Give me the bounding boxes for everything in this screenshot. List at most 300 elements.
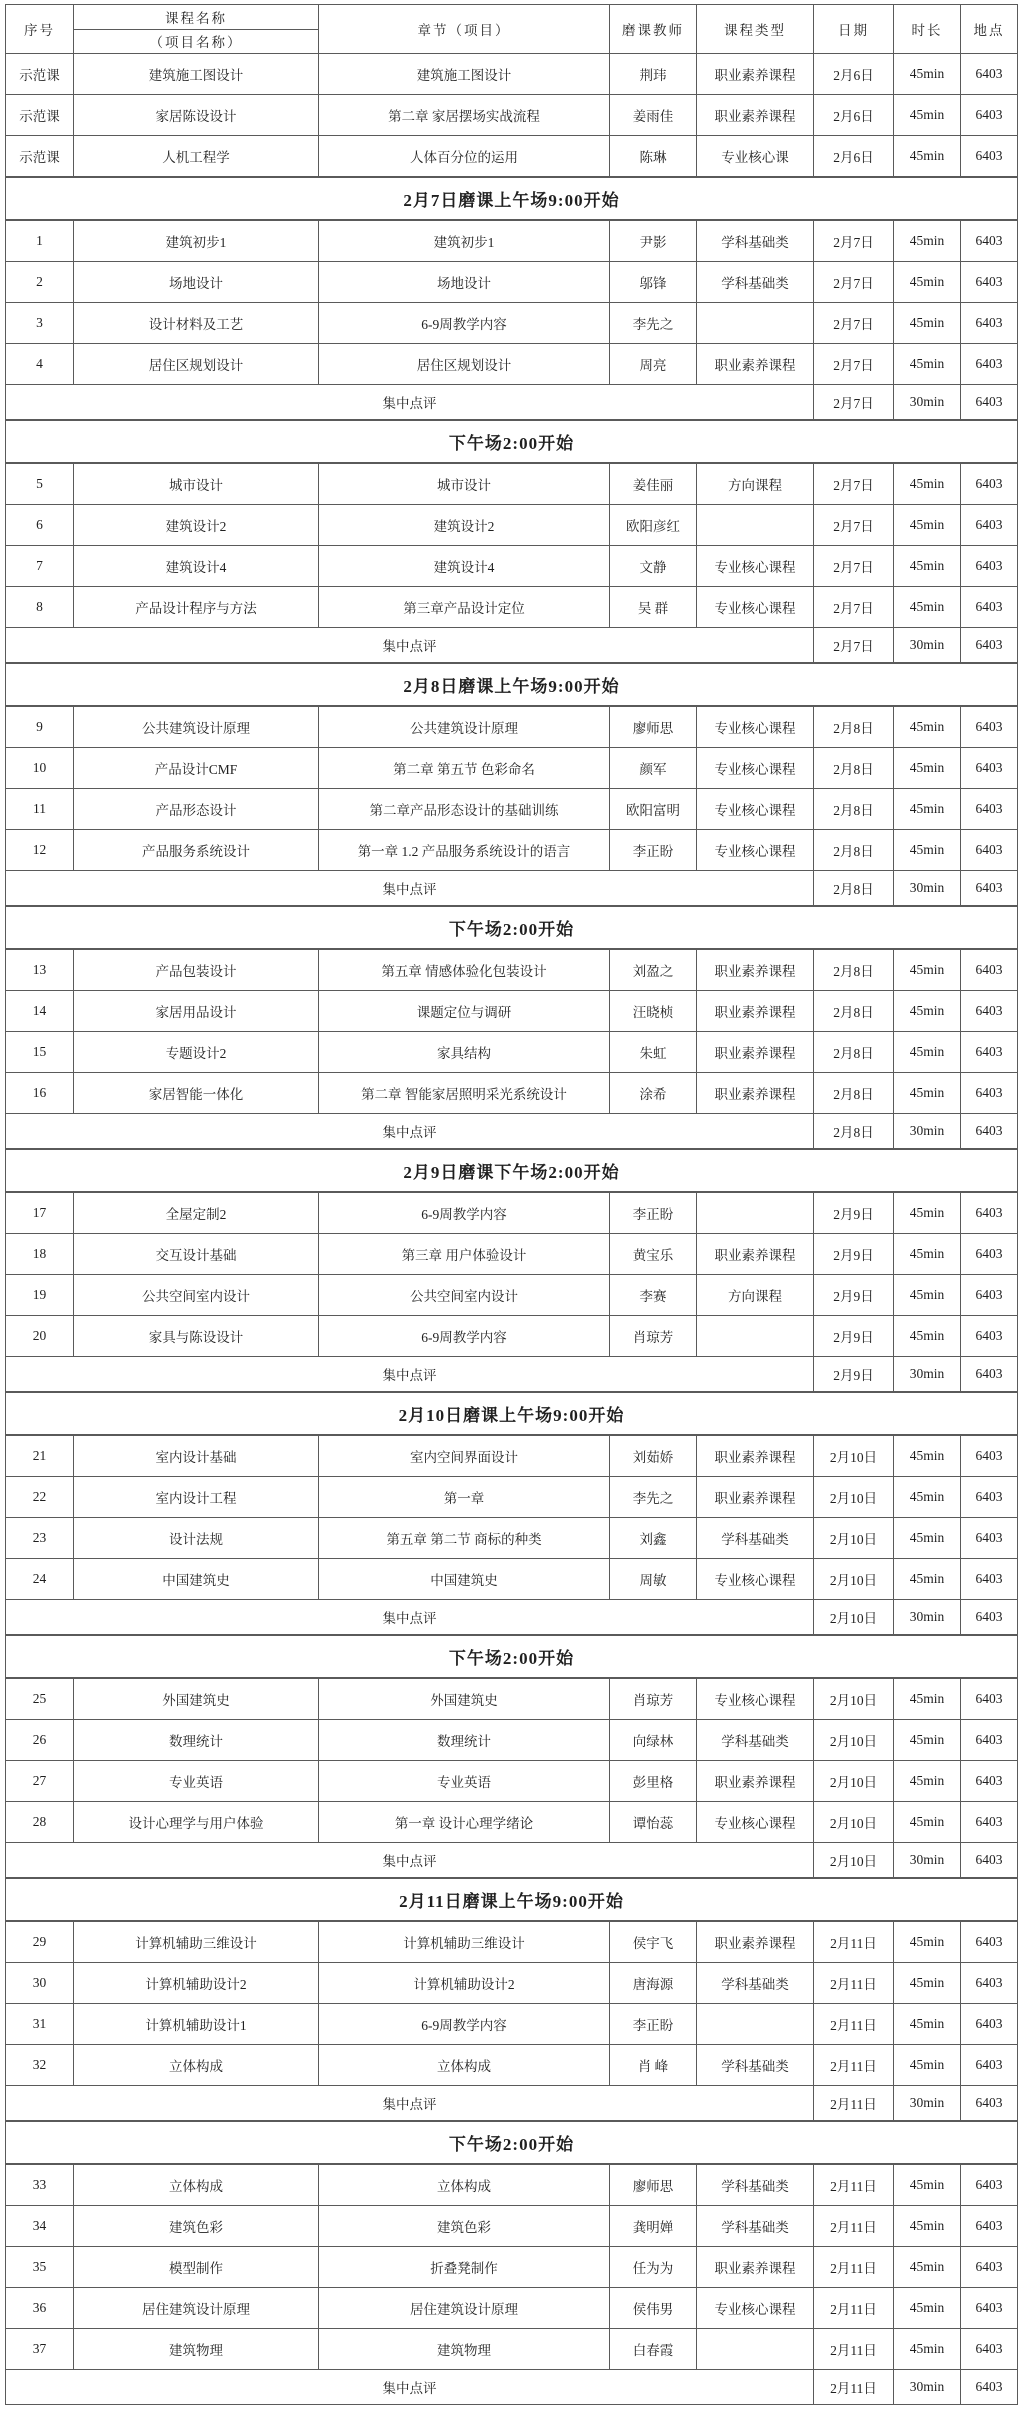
cell-no: 35 xyxy=(6,2247,74,2288)
table-row xyxy=(6,991,1018,1032)
table-row xyxy=(6,2004,1018,2045)
table-row xyxy=(6,1761,1018,1802)
header-chapter: 章节（项目） xyxy=(319,5,610,54)
table-row xyxy=(6,220,1018,262)
cell-teacher: 周亮 xyxy=(610,344,697,385)
table-row xyxy=(6,1559,1018,1600)
cell-type: 专业核心课程 xyxy=(697,587,814,628)
cell-location: 6403 xyxy=(961,1802,1018,1843)
cell-chapter: 第五章 情感体验化包装设计 xyxy=(319,949,610,991)
cell-chapter: 专业英语 xyxy=(319,1761,610,1802)
cell-date: 2月7日 xyxy=(814,220,894,262)
cell-course: 全屋定制2 xyxy=(74,1192,319,1234)
table-row xyxy=(6,1316,1018,1357)
cell-no: 23 xyxy=(6,1518,74,1559)
cell-chapter: 第二章产品形态设计的基础训练 xyxy=(319,789,610,830)
cell-duration: 30min xyxy=(894,628,961,664)
cell-location: 6403 xyxy=(961,1234,1018,1275)
cell-date: 2月6日 xyxy=(814,95,894,136)
cell-location: 6403 xyxy=(961,303,1018,344)
cell-course: 家具与陈设设计 xyxy=(74,1316,319,1357)
cell-type xyxy=(697,2004,814,2045)
section-row xyxy=(6,1635,1018,1678)
cell-location: 6403 xyxy=(961,262,1018,303)
cell-location: 6403 xyxy=(961,1963,1018,2004)
cell-duration: 45min xyxy=(894,2045,961,2086)
cell-location: 6403 xyxy=(961,1600,1018,1636)
header-teacher: 磨课教师 xyxy=(610,5,697,54)
cell-teacher: 任为为 xyxy=(610,2247,697,2288)
cell-course: 建筑色彩 xyxy=(74,2206,319,2247)
table-row xyxy=(6,2164,1018,2206)
section-row xyxy=(6,177,1018,220)
cell-duration: 45min xyxy=(894,830,961,871)
cell-date: 2月7日 xyxy=(814,546,894,587)
cell-teacher: 向绿林 xyxy=(610,1720,697,1761)
cell-type: 学科基础类 xyxy=(697,2164,814,2206)
table-row xyxy=(6,587,1018,628)
cell-type: 职业素养课程 xyxy=(697,1477,814,1518)
cell-date: 2月7日 xyxy=(814,344,894,385)
cell-chapter: 居住建筑设计原理 xyxy=(319,2288,610,2329)
cell-date: 2月9日 xyxy=(814,1192,894,1234)
table-row xyxy=(6,1921,1018,1963)
cell-type: 学科基础类 xyxy=(697,1518,814,1559)
cell-type: 方向课程 xyxy=(697,1275,814,1316)
cell-duration: 30min xyxy=(894,1114,961,1150)
cell-no: 18 xyxy=(6,1234,74,1275)
cell-no: 24 xyxy=(6,1559,74,1600)
cell-teacher: 白春霞 xyxy=(610,2329,697,2370)
cell-duration: 45min xyxy=(894,1192,961,1234)
cell-teacher: 颜军 xyxy=(610,748,697,789)
cell-course: 数理统计 xyxy=(74,1720,319,1761)
cell-no: 15 xyxy=(6,1032,74,1073)
cell-no: 14 xyxy=(6,991,74,1032)
cell-location: 6403 xyxy=(961,871,1018,907)
cell-location: 6403 xyxy=(961,2045,1018,2086)
table-row xyxy=(6,706,1018,748)
cell-course: 室内设计工程 xyxy=(74,1477,319,1518)
cell-location: 6403 xyxy=(961,1720,1018,1761)
cell-date: 2月9日 xyxy=(814,1275,894,1316)
table-row xyxy=(6,136,1018,178)
cell-course: 专题设计2 xyxy=(74,1032,319,1073)
table-row xyxy=(6,303,1018,344)
cell-duration: 45min xyxy=(894,1720,961,1761)
table-row xyxy=(6,1192,1018,1234)
cell-course: 中国建筑史 xyxy=(74,1559,319,1600)
cell-course: 计算机辅助设计1 xyxy=(74,2004,319,2045)
cell-type: 专业核心课 xyxy=(697,136,814,178)
cell-date: 2月7日 xyxy=(814,587,894,628)
cell-duration: 45min xyxy=(894,262,961,303)
cell-teacher: 荆玮 xyxy=(610,54,697,95)
cell-teacher: 吴 群 xyxy=(610,587,697,628)
cell-chapter: 室内空间界面设计 xyxy=(319,1435,610,1477)
cell-date: 2月11日 xyxy=(814,2206,894,2247)
cell-date: 2月11日 xyxy=(814,2086,894,2122)
cell-teacher: 姜雨佳 xyxy=(610,95,697,136)
cell-location: 6403 xyxy=(961,1275,1018,1316)
cell-course: 建筑初步1 xyxy=(74,220,319,262)
cell-date: 2月7日 xyxy=(814,463,894,505)
cell-duration: 30min xyxy=(894,1843,961,1879)
cell-location: 6403 xyxy=(961,789,1018,830)
cell-type: 专业核心课程 xyxy=(697,748,814,789)
cell-duration: 45min xyxy=(894,2288,961,2329)
cell-course: 建筑施工图设计 xyxy=(74,54,319,95)
cell-course: 立体构成 xyxy=(74,2045,319,2086)
section-title: 下午场2:00开始 xyxy=(6,420,1018,463)
cell-teacher: 黄宝乐 xyxy=(610,1234,697,1275)
cell-type: 专业核心课程 xyxy=(697,1802,814,1843)
header-type: 课程类型 xyxy=(697,5,814,54)
cell-chapter: 计算机辅助设计2 xyxy=(319,1963,610,2004)
cell-course: 居住区规划设计 xyxy=(74,344,319,385)
cell-date: 2月7日 xyxy=(814,262,894,303)
cell-course: 场地设计 xyxy=(74,262,319,303)
cell-date: 2月7日 xyxy=(814,628,894,664)
cell-location: 6403 xyxy=(961,220,1018,262)
cell-type: 职业素养课程 xyxy=(697,949,814,991)
section-row xyxy=(6,1878,1018,1921)
table-row xyxy=(6,463,1018,505)
cell-course: 公共空间室内设计 xyxy=(74,1275,319,1316)
cell-course: 公共建筑设计原理 xyxy=(74,706,319,748)
cell-location: 6403 xyxy=(961,1032,1018,1073)
cell-duration: 45min xyxy=(894,2329,961,2370)
cell-duration: 45min xyxy=(894,1477,961,1518)
table-row xyxy=(6,262,1018,303)
review-row xyxy=(6,2370,1018,2405)
cell-teacher: 李赛 xyxy=(610,1275,697,1316)
cell-duration: 45min xyxy=(894,2004,961,2045)
cell-date: 2月11日 xyxy=(814,2045,894,2086)
cell-chapter: 课题定位与调研 xyxy=(319,991,610,1032)
section-title: 2月8日磨课上午场9:00开始 xyxy=(6,663,1018,706)
cell-course: 产品设计CMF xyxy=(74,748,319,789)
cell-chapter: 公共空间室内设计 xyxy=(319,1275,610,1316)
cell-type: 方向课程 xyxy=(697,463,814,505)
table-row xyxy=(6,1435,1018,1477)
cell-teacher: 欧阳富明 xyxy=(610,789,697,830)
section-row xyxy=(6,1149,1018,1192)
cell-chapter: 场地设计 xyxy=(319,262,610,303)
cell-no: 10 xyxy=(6,748,74,789)
cell-course: 居住建筑设计原理 xyxy=(74,2288,319,2329)
header-project-name: （项目名称） xyxy=(149,35,243,51)
cell-location: 6403 xyxy=(961,546,1018,587)
cell-date: 2月8日 xyxy=(814,871,894,907)
cell-date: 2月10日 xyxy=(814,1720,894,1761)
cell-chapter: 居住区规划设计 xyxy=(319,344,610,385)
cell-duration: 45min xyxy=(894,1921,961,1963)
section-row xyxy=(6,906,1018,949)
cell-type xyxy=(697,1316,814,1357)
cell-teacher: 涂希 xyxy=(610,1073,697,1114)
cell-teacher: 肖琼芳 xyxy=(610,1678,697,1720)
cell-teacher: 李正盼 xyxy=(610,1192,697,1234)
cell-type: 职业素养课程 xyxy=(697,1921,814,1963)
cell-chapter: 第一章 xyxy=(319,1477,610,1518)
cell-date: 2月6日 xyxy=(814,54,894,95)
cell-date: 2月9日 xyxy=(814,1316,894,1357)
cell-duration: 45min xyxy=(894,1518,961,1559)
cell-type: 职业素养课程 xyxy=(697,2247,814,2288)
cell-duration: 30min xyxy=(894,2086,961,2122)
cell-duration: 45min xyxy=(894,1073,961,1114)
cell-location: 6403 xyxy=(961,1843,1018,1879)
table-row xyxy=(6,2247,1018,2288)
cell-type: 职业素养课程 xyxy=(697,1435,814,1477)
cell-no: 示范课 xyxy=(6,54,74,95)
cell-location: 6403 xyxy=(961,385,1018,421)
cell-course: 外国建筑史 xyxy=(74,1678,319,1720)
cell-course: 室内设计基础 xyxy=(74,1435,319,1477)
cell-no: 2 xyxy=(6,262,74,303)
review-label: 集中点评 xyxy=(6,871,814,907)
cell-duration: 45min xyxy=(894,789,961,830)
cell-date: 2月11日 xyxy=(814,2247,894,2288)
cell-no: 9 xyxy=(6,706,74,748)
cell-type: 职业素养课程 xyxy=(697,1073,814,1114)
cell-location: 6403 xyxy=(961,1559,1018,1600)
cell-chapter: 立体构成 xyxy=(319,2164,610,2206)
header-no: 序号 xyxy=(6,5,74,54)
table-row xyxy=(6,2329,1018,2370)
cell-duration: 45min xyxy=(894,1275,961,1316)
cell-chapter: 建筑设计4 xyxy=(319,546,610,587)
table-row xyxy=(6,1802,1018,1843)
cell-location: 6403 xyxy=(961,2206,1018,2247)
cell-no: 12 xyxy=(6,830,74,871)
table-row xyxy=(6,1518,1018,1559)
cell-date: 2月11日 xyxy=(814,2370,894,2405)
cell-chapter: 立体构成 xyxy=(319,2045,610,2086)
cell-no: 21 xyxy=(6,1435,74,1477)
cell-chapter: 人体百分位的运用 xyxy=(319,136,610,178)
cell-teacher: 侯伟男 xyxy=(610,2288,697,2329)
cell-duration: 45min xyxy=(894,949,961,991)
cell-type: 专业核心课程 xyxy=(697,706,814,748)
table-row xyxy=(6,1275,1018,1316)
cell-location: 6403 xyxy=(961,1477,1018,1518)
cell-teacher: 周敏 xyxy=(610,1559,697,1600)
cell-course: 专业英语 xyxy=(74,1761,319,1802)
cell-location: 6403 xyxy=(961,1761,1018,1802)
cell-duration: 45min xyxy=(894,2206,961,2247)
cell-location: 6403 xyxy=(961,2370,1018,2405)
cell-no: 4 xyxy=(6,344,74,385)
cell-location: 6403 xyxy=(961,2247,1018,2288)
review-label: 集中点评 xyxy=(6,2086,814,2122)
cell-date: 2月10日 xyxy=(814,1678,894,1720)
cell-location: 6403 xyxy=(961,95,1018,136)
cell-date: 2月8日 xyxy=(814,1032,894,1073)
cell-type: 职业素养课程 xyxy=(697,54,814,95)
cell-type: 学科基础类 xyxy=(697,2045,814,2086)
section-row xyxy=(6,663,1018,706)
table-row xyxy=(6,949,1018,991)
cell-teacher: 李先之 xyxy=(610,303,697,344)
cell-location: 6403 xyxy=(961,1678,1018,1720)
table-row xyxy=(6,95,1018,136)
cell-no: 36 xyxy=(6,2288,74,2329)
cell-course: 设计法规 xyxy=(74,1518,319,1559)
cell-location: 6403 xyxy=(961,2329,1018,2370)
cell-location: 6403 xyxy=(961,1114,1018,1150)
cell-duration: 45min xyxy=(894,706,961,748)
cell-no: 7 xyxy=(6,546,74,587)
cell-teacher: 刘盈之 xyxy=(610,949,697,991)
cell-location: 6403 xyxy=(961,706,1018,748)
cell-teacher: 肖 峰 xyxy=(610,2045,697,2086)
cell-date: 2月7日 xyxy=(814,385,894,421)
cell-location: 6403 xyxy=(961,344,1018,385)
cell-no: 33 xyxy=(6,2164,74,2206)
cell-duration: 45min xyxy=(894,2164,961,2206)
review-row xyxy=(6,1357,1018,1393)
table-row xyxy=(6,2045,1018,2086)
cell-chapter: 第一章 1.2 产品服务系统设计的语言 xyxy=(319,830,610,871)
cell-chapter: 6-9周教学内容 xyxy=(319,1316,610,1357)
cell-date: 2月10日 xyxy=(814,1802,894,1843)
review-label: 集中点评 xyxy=(6,628,814,664)
cell-location: 6403 xyxy=(961,1357,1018,1393)
cell-course: 产品包装设计 xyxy=(74,949,319,991)
cell-course: 设计心理学与用户体验 xyxy=(74,1802,319,1843)
cell-duration: 30min xyxy=(894,1600,961,1636)
cell-type: 专业核心课程 xyxy=(697,789,814,830)
cell-location: 6403 xyxy=(961,1316,1018,1357)
cell-chapter: 第二章 智能家居照明采光系统设计 xyxy=(319,1073,610,1114)
table-row xyxy=(6,748,1018,789)
section-row xyxy=(6,420,1018,463)
section-row xyxy=(6,2121,1018,2164)
table-row xyxy=(6,344,1018,385)
table-row xyxy=(6,1720,1018,1761)
cell-chapter: 公共建筑设计原理 xyxy=(319,706,610,748)
cell-chapter: 数理统计 xyxy=(319,1720,610,1761)
cell-duration: 45min xyxy=(894,136,961,178)
cell-duration: 45min xyxy=(894,748,961,789)
cell-teacher: 刘鑫 xyxy=(610,1518,697,1559)
cell-date: 2月8日 xyxy=(814,706,894,748)
cell-location: 6403 xyxy=(961,628,1018,664)
cell-duration: 45min xyxy=(894,1559,961,1600)
cell-course: 城市设计 xyxy=(74,463,319,505)
cell-date: 2月10日 xyxy=(814,1843,894,1879)
cell-teacher: 欧阳彦红 xyxy=(610,505,697,546)
cell-no: 6 xyxy=(6,505,74,546)
cell-teacher: 朱虹 xyxy=(610,1032,697,1073)
cell-duration: 45min xyxy=(894,1802,961,1843)
cell-teacher: 唐海源 xyxy=(610,1963,697,2004)
cell-location: 6403 xyxy=(961,748,1018,789)
cell-chapter: 第三章产品设计定位 xyxy=(319,587,610,628)
cell-type: 专业核心课程 xyxy=(697,546,814,587)
cell-duration: 45min xyxy=(894,1761,961,1802)
table-row xyxy=(6,1963,1018,2004)
cell-no: 19 xyxy=(6,1275,74,1316)
cell-type: 职业素养课程 xyxy=(697,344,814,385)
cell-location: 6403 xyxy=(961,1921,1018,1963)
cell-chapter: 家具结构 xyxy=(319,1032,610,1073)
cell-location: 6403 xyxy=(961,2086,1018,2122)
cell-chapter: 第二章 第五节 色彩命名 xyxy=(319,748,610,789)
cell-teacher: 龚明婵 xyxy=(610,2206,697,2247)
cell-teacher: 彭里格 xyxy=(610,1761,697,1802)
section-title: 下午场2:00开始 xyxy=(6,1635,1018,1678)
cell-duration: 45min xyxy=(894,54,961,95)
cell-date: 2月11日 xyxy=(814,1921,894,1963)
cell-no: 8 xyxy=(6,587,74,628)
cell-duration: 45min xyxy=(894,991,961,1032)
cell-teacher: 李正盼 xyxy=(610,2004,697,2045)
cell-duration: 45min xyxy=(894,1032,961,1073)
cell-no: 31 xyxy=(6,2004,74,2045)
cell-no: 28 xyxy=(6,1802,74,1843)
cell-type: 职业素养课程 xyxy=(697,991,814,1032)
cell-chapter: 建筑初步1 xyxy=(319,220,610,262)
cell-course: 家居用品设计 xyxy=(74,991,319,1032)
section-title: 2月10日磨课上午场9:00开始 xyxy=(6,1392,1018,1435)
cell-no: 示范课 xyxy=(6,136,74,178)
header-course xyxy=(74,5,319,54)
cell-chapter: 计算机辅助三维设计 xyxy=(319,1921,610,1963)
schedule-table xyxy=(5,4,1018,2405)
cell-no: 26 xyxy=(6,1720,74,1761)
cell-no: 30 xyxy=(6,1963,74,2004)
cell-location: 6403 xyxy=(961,1518,1018,1559)
cell-duration: 45min xyxy=(894,1678,961,1720)
table-row xyxy=(6,2288,1018,2329)
cell-duration: 45min xyxy=(894,546,961,587)
cell-course: 产品服务系统设计 xyxy=(74,830,319,871)
cell-course: 交互设计基础 xyxy=(74,1234,319,1275)
cell-teacher: 肖琼芳 xyxy=(610,1316,697,1357)
cell-teacher: 陈琳 xyxy=(610,136,697,178)
cell-chapter: 6-9周教学内容 xyxy=(319,2004,610,2045)
cell-chapter: 建筑色彩 xyxy=(319,2206,610,2247)
table-row xyxy=(6,2206,1018,2247)
cell-chapter: 折叠凳制作 xyxy=(319,2247,610,2288)
cell-chapter: 第二章 家居摆场实战流程 xyxy=(319,95,610,136)
table-row xyxy=(6,54,1018,95)
cell-course: 计算机辅助设计2 xyxy=(74,1963,319,2004)
cell-chapter: 城市设计 xyxy=(319,463,610,505)
cell-type: 学科基础类 xyxy=(697,1963,814,2004)
review-label: 集中点评 xyxy=(6,1600,814,1636)
review-row xyxy=(6,1114,1018,1150)
cell-date: 2月8日 xyxy=(814,991,894,1032)
cell-type xyxy=(697,2329,814,2370)
table-row xyxy=(6,1678,1018,1720)
cell-date: 2月9日 xyxy=(814,1357,894,1393)
review-label: 集中点评 xyxy=(6,1843,814,1879)
cell-teacher: 汪晓桢 xyxy=(610,991,697,1032)
cell-location: 6403 xyxy=(961,587,1018,628)
review-row xyxy=(6,1600,1018,1636)
cell-type: 专业核心课程 xyxy=(697,2288,814,2329)
cell-type: 职业素养课程 xyxy=(697,1032,814,1073)
review-row xyxy=(6,1843,1018,1879)
cell-teacher: 邬锋 xyxy=(610,262,697,303)
cell-location: 6403 xyxy=(961,1435,1018,1477)
section-title: 2月7日磨课上午场9:00开始 xyxy=(6,177,1018,220)
cell-course: 模型制作 xyxy=(74,2247,319,2288)
